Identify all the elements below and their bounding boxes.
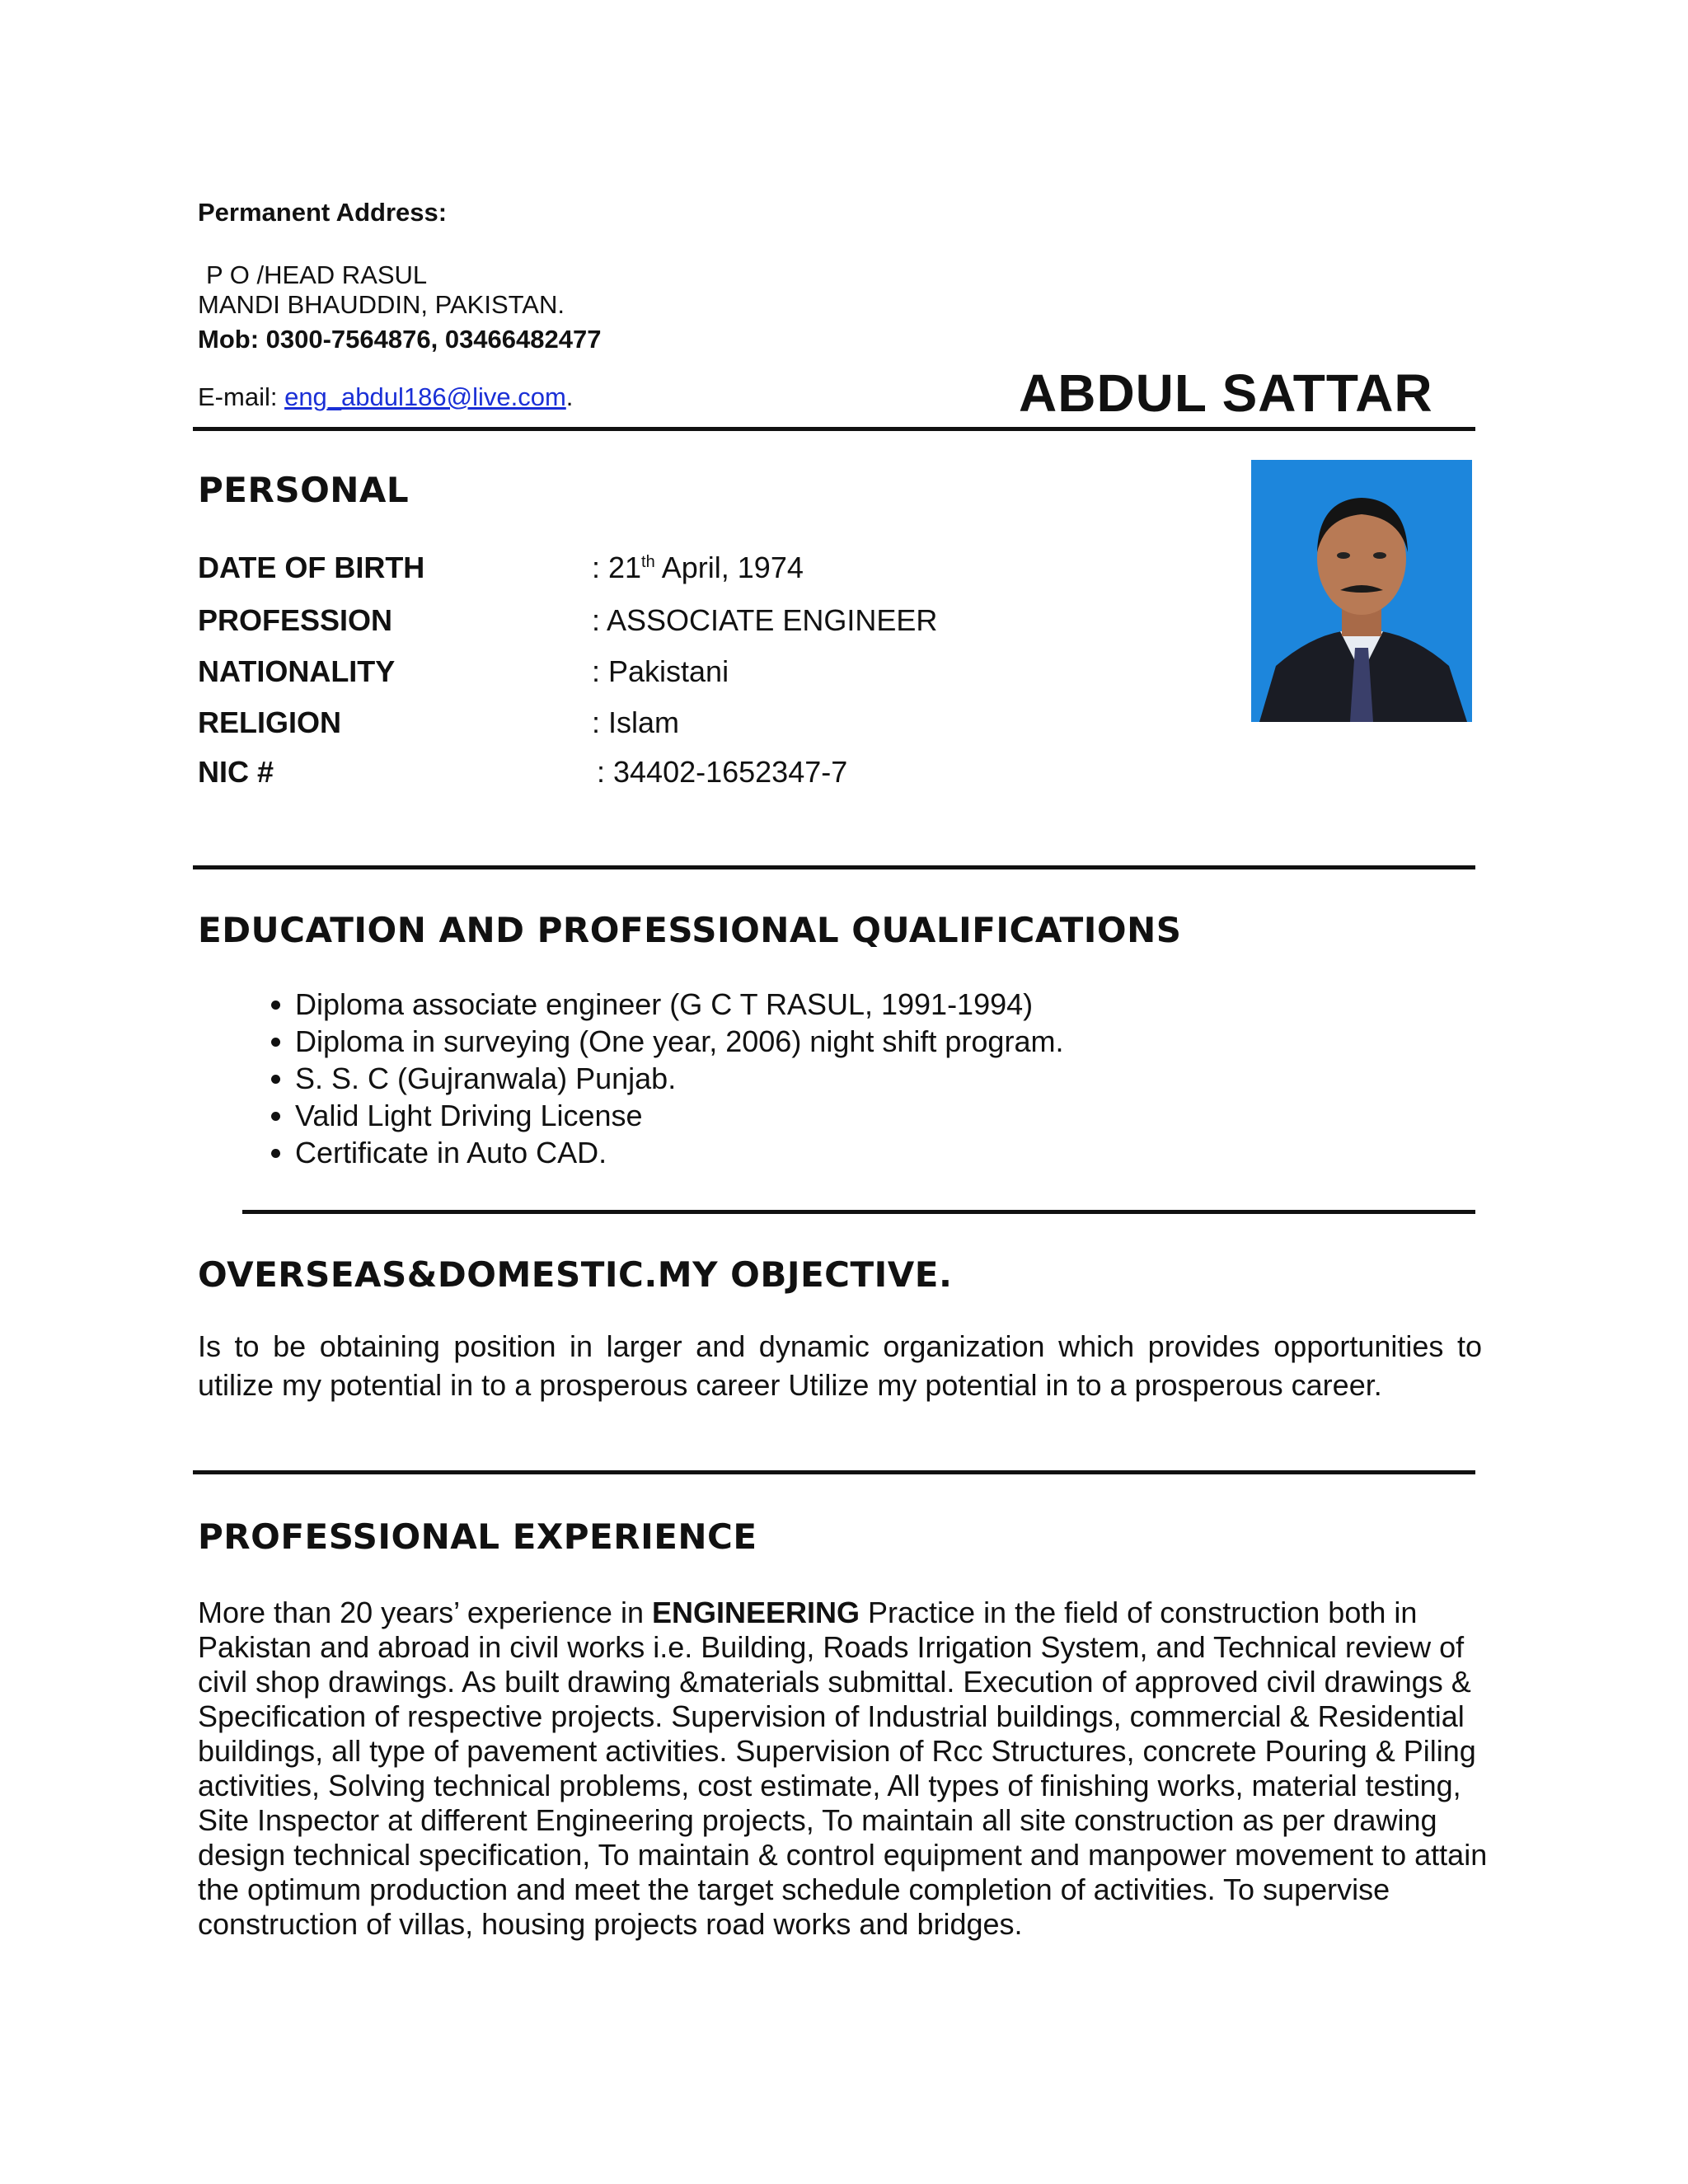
address-heading: Permanent Address: bbox=[198, 198, 448, 227]
portrait-image bbox=[1251, 460, 1472, 722]
list-item: • S. S. C (Gujranwala) Punjab. bbox=[295, 1060, 1449, 1097]
value-nic: : 34402-1652347-7 bbox=[597, 755, 848, 789]
mobile-numbers: Mob: 0300-7564876, 03466482477 bbox=[198, 325, 602, 354]
value-religion: : Islam bbox=[592, 705, 680, 739]
divider-objective bbox=[193, 1470, 1475, 1474]
label-nationality: NATIONALITY bbox=[198, 654, 396, 688]
objective-text: Is to be obtaining position in larger and dynamic organization which provides opportunities to utilize my potential in to a prosperous career Utilize my potential in to a prosperous career. bbox=[198, 1329, 1482, 1402]
list-item: • Diploma associate engineer (G C T RASUL, 1991-1994) bbox=[295, 986, 1449, 1023]
experience-text: More than 20 years’ experience in ENGINEERING Practice in the field of construction both in Pakistan and abroad in civil works i.e. Building, Roads Irrigation System, and Technical review of civil shop drawings. As built drawing &materials submittal. Execution of approved civil drawings & Specification of respective projects. Supervision of Industrial buildings, commercial & Residential buildings, all type of pavement activities. Supervision of Rcc Structures, concrete Pouring & Piling activities, Solving technical problems, cost estimate, All types of finishing works, material testing, Site Inspector at different Engineering projects, To maintain all site construction as per drawing design technical specification, To maintain & control equipment and manpower movement to attain the optimum production and meet the target schedule completion of activities. To supervise construction of villas, housing projects road works and bridges. bbox=[198, 1596, 1488, 1941]
divider-personal bbox=[193, 865, 1475, 869]
experience-highlight: ENGINEERING bbox=[651, 1596, 860, 1629]
section-title-experience: PROFESSIONAL EXPERIENCE bbox=[198, 1516, 757, 1557]
label-nic: NIC # bbox=[198, 755, 274, 789]
value-nationality: : Pakistani bbox=[592, 654, 729, 688]
email-line bbox=[198, 382, 573, 412]
address-line-1: P O /HEAD RASUL bbox=[206, 260, 428, 289]
candidate-name: ABDUL SATTAR bbox=[1019, 363, 1433, 423]
email-suffix: . bbox=[565, 382, 574, 411]
list-item: • Valid Light Driving License bbox=[295, 1097, 1449, 1134]
value-date-of-birth: : 21th April, 1974 bbox=[592, 551, 804, 584]
divider-top bbox=[193, 427, 1475, 431]
address-line-2: MANDI BHAUDDIN, PAKISTAN. bbox=[198, 290, 565, 319]
label-date-of-birth: DATE OF BIRTH bbox=[198, 551, 425, 584]
section-title-objective: OVERSEAS&DOMESTIC.MY OBJECTIVE. bbox=[198, 1254, 953, 1295]
label-profession: PROFESSION bbox=[198, 603, 393, 637]
email-link[interactable]: eng_abdul186@live.com bbox=[284, 382, 566, 411]
passport-photo bbox=[1251, 460, 1472, 722]
value-profession: : ASSOCIATE ENGINEER bbox=[592, 603, 938, 637]
label-religion: RELIGION bbox=[198, 705, 342, 739]
divider-education bbox=[242, 1210, 1475, 1214]
list-item: • Diploma in surveying (One year, 2006) night shift program. bbox=[295, 1023, 1449, 1060]
list-item: • Certificate in Auto CAD. bbox=[295, 1134, 1449, 1171]
section-title-education: EDUCATION AND PROFESSIONAL QUALIFICATIONS bbox=[198, 910, 1182, 950]
qualifications-list bbox=[247, 986, 1449, 1171]
section-title-personal: PERSONAL bbox=[198, 470, 410, 510]
email-label: E-mail: bbox=[198, 382, 285, 411]
